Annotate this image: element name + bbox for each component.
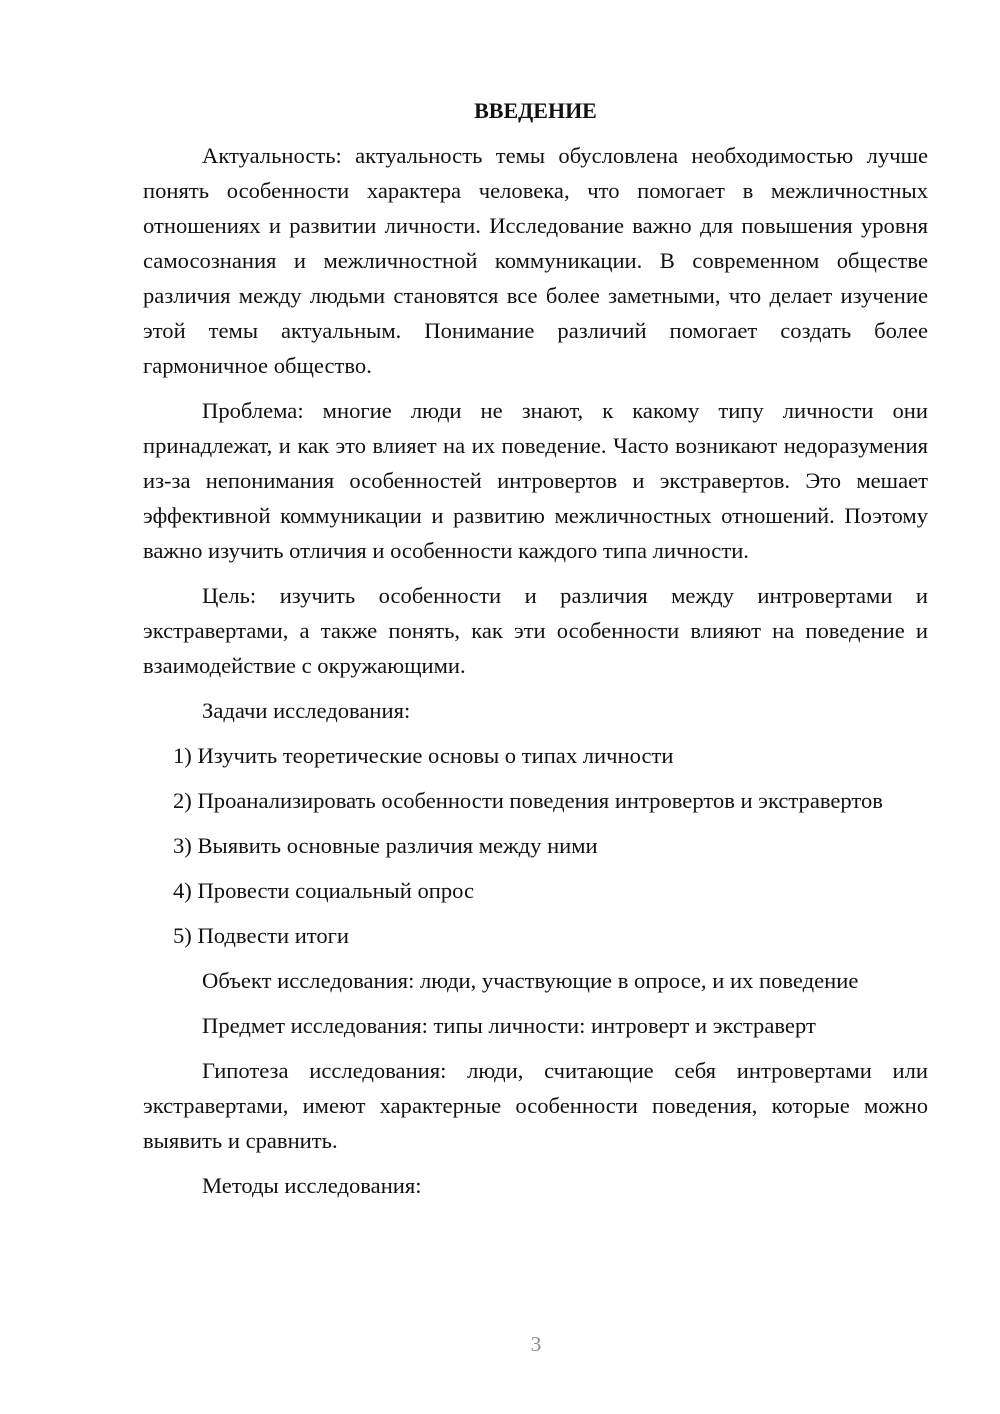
page-title: ВВЕДЕНИЕ — [474, 98, 597, 123]
methods-heading: Методы исследования: — [202, 1173, 422, 1198]
relevance-paragraph: Актуальность: актуальность темы обусловлена необходимостью лучше понять особенности характера человека, что помогает в межличностных отношениях и развитии личности. Исследование важно для повышения уровня самосознания и межличностной коммуникации. В современном обществе различия между людьми становятся все более заметными, что делает изучение этой темы актуальным. Понимание различий помогает создать более гармоничное общество. — [143, 143, 928, 378]
subject-paragraph: Предмет исследования: типы личности: интроверт и экстраверт — [202, 1013, 816, 1038]
tasks-heading: Задачи исследования: — [202, 698, 411, 723]
page-number: 3 — [530, 1332, 542, 1356]
task-item-2: 2) Проанализировать особенности поведения интровертов и экстравертов — [173, 788, 883, 813]
task-item-4: 4) Провести социальный опрос — [173, 878, 475, 903]
document-body — [143, 93, 928, 1213]
task-item-5: 5) Подвести итоги — [173, 923, 350, 948]
goal-paragraph: Цель: изучить особенности и различия между интровертами и экстравертами, а также понять, как эти особенности влияют на поведение и взаимодействие с окружающими. — [143, 583, 928, 678]
object-paragraph: Объект исследования: люди, участвующие в опросе, и их поведение — [202, 968, 859, 993]
task-item-3: 3) Выявить основные различия между ними — [173, 833, 598, 858]
hypothesis-paragraph: Гипотеза исследования: люди, считающие себя интровертами или экстравертами, имеют характерные особенности поведения, которые можно выявить и сравнить. — [143, 1058, 928, 1153]
task-item-1: 1) Изучить теоретические основы о типах личности — [173, 743, 674, 768]
problem-paragraph: Проблема: многие люди не знают, к какому типу личности они принадлежат, и как это влияет на их поведение. Часто возникают недоразумения из-за непонимания особенностей интровертов и экстравертов. Это мешает эффективной коммуникации и развитию межличностных отношений. Поэтому важно изучить отличия и особенности каждого типа личности. — [143, 398, 928, 563]
